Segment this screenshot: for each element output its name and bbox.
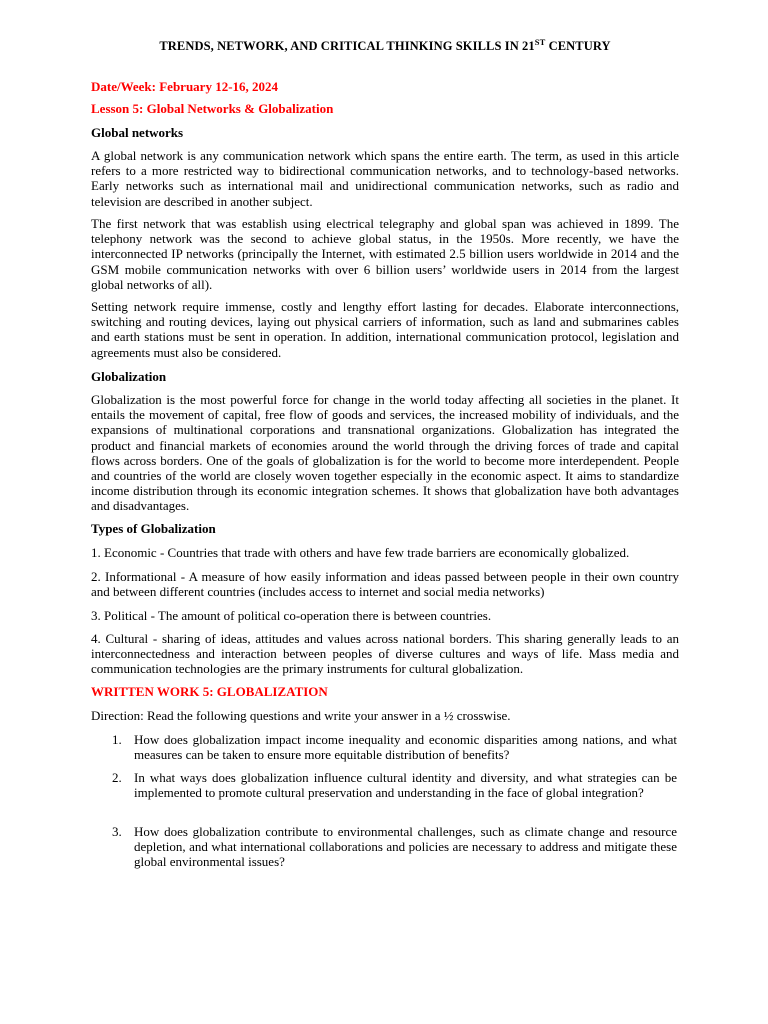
title-end: CENTURY [545,39,611,53]
document-title [91,37,679,54]
question-number: 2. [112,770,122,785]
question-number: 3. [112,824,122,839]
question-number: 1. [112,732,122,747]
title-superscript: ST [534,37,546,47]
lesson-title: Lesson 5: Global Networks & Globalization [91,101,334,116]
title-main: TRENDS, NETWORK, AND CRITICAL THINKING SKILLS IN 21 [159,39,535,53]
written-work-direction: Direction: Read the following questions and write your answer in a ½ crosswise. [91,708,511,723]
global-networks-paragraph-1: A global network is any communication network which spans the entire earth. The term, as used in this article refers to a more restricted way to bidirectional communication networks, and to technology-based networks. Early networks such as international mail and unidirectional communication networks, such as radio and television are described in another subject. [91,148,679,209]
type-cultural: 4. Cultural - sharing of ideas, attitudes and values across national borders. This sharing generally leads to an interconnectedness and interaction between peoples of diverse cultures and ways of life. Mass media and communication technologies are the primary instruments for cultural globalization. [91,631,679,677]
type-political: 3. Political - The amount of political co-operation there is between countries. [91,608,492,623]
question-text: In what ways does globalization influence cultural identity and diversity, and what strategies can be implemented to promote cultural preservation and understanding in the face of global integration? [134,770,677,801]
globalization-paragraph: Globalization is the most powerful force for change in the world today affecting all societies in the planet. It entails the movement of capital, free flow of goods and services, the increased mobility of individuals, and the expansions of multinational corporations and transnational organizations. Globalization has integrated the product and financial markets of economies around the world through the driving forces of trade and capital flows across borders. One of the goals of globalization is for the world to become more interdependent. People and countries of the world are closely woven together especially in the economic aspect. It aims to standardize income distribution through its economic integration schemes. It shows that globalization have both advantages and disadvantages. [91,392,679,514]
question-text: How does globalization contribute to environmental challenges, such as climate change and resource depletion, and what international collaborations and policies are necessary to address and mitigate these global environmental issues? [134,824,677,870]
written-work-heading: WRITTEN WORK 5: GLOBALIZATION [91,684,328,699]
global-networks-paragraph-3: Setting network require immense, costly and lengthy effort lasting for decades. Elaborate interconnections, switching and routing devices, laying out physical carriers of information, such as land and submarines cables and earth stations must be sent in operation. In addition, international communication protocol, legislation and agreements must also be considered. [91,299,679,360]
heading-types-of-globalization: Types of Globalization [91,521,216,536]
type-informational: 2. Informational - A measure of how easily information and ideas passed between people in their own country and between different countries (includes access to internet and social media networks) [91,569,679,600]
type-economic: 1. Economic - Countries that trade with others and have few trade barriers are economically globalized. [91,545,630,560]
heading-globalization: Globalization [91,369,167,384]
heading-global-networks: Global networks [91,125,184,140]
question-text: How does globalization impact income inequality and economic disparities among nations, and what measures can be taken to ensure more equitable distribution of benefits? [134,732,677,763]
global-networks-paragraph-2: The first network that was establish using electrical telegraphy and global span was achieved in 1899. The telephony network was the second to achieve global status, in the 1950s. More recently, we have the interconnected IP networks (principally the Internet, with estimated 2.5 billion users worldwide in 2014 and the GSM mobile communication networks with over 6 billion users’ worldwide users in 2014 from the largest global networks of all). [91,216,679,292]
date-week: Date/Week: February 12-16, 2024 [91,79,279,94]
